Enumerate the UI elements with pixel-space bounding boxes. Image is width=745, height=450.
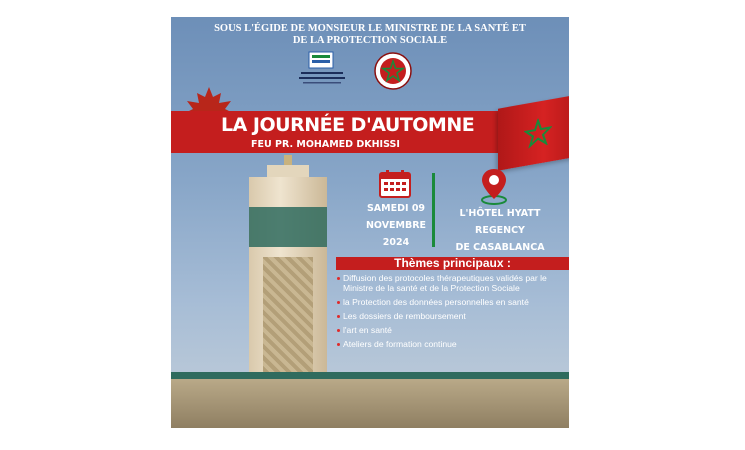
info-divider bbox=[432, 173, 435, 247]
themes-heading: Thèmes principaux : bbox=[394, 256, 511, 270]
calendar-icon bbox=[378, 169, 412, 199]
list-item bbox=[337, 339, 549, 349]
mosque-building bbox=[171, 379, 569, 428]
ministry-logo bbox=[297, 50, 347, 90]
themes-list bbox=[337, 273, 549, 353]
patronage-text: SOUS L'ÉGIDE DE MONSIEUR LE MINISTRE DE LA SANTÉ ET DE LA PROTECTION SOCIALE bbox=[214, 23, 526, 46]
theme-text: Diffusion des protocoles thérapeutiques validés par le Ministre de la santé et de la Protection Sociale bbox=[343, 273, 547, 293]
event-poster bbox=[171, 17, 569, 428]
location-pin-icon bbox=[478, 167, 510, 205]
list-item bbox=[337, 273, 549, 293]
theme-text: la Protection des données personnelles en santé bbox=[343, 297, 529, 307]
list-item bbox=[337, 297, 549, 307]
theme-text: Les dossiers de remboursement bbox=[343, 311, 466, 321]
date-month: NOVEMBRE bbox=[365, 220, 427, 231]
society-logo bbox=[367, 51, 419, 91]
event-subtitle: FEU PR. MOHAMED DKHISSI bbox=[251, 139, 400, 150]
theme-text: Ateliers de formation continue bbox=[343, 339, 457, 349]
event-venue bbox=[439, 205, 561, 256]
list-item bbox=[337, 325, 549, 335]
bullet-icon bbox=[337, 329, 340, 332]
moroccan-flag bbox=[498, 95, 569, 170]
event-date bbox=[351, 200, 441, 251]
venue-line-1: L'HÔTEL HYATT REGENCY bbox=[459, 208, 541, 236]
venue-line-2: DE CASABLANCA bbox=[455, 242, 545, 253]
event-title: LA JOURNÉE D'AUTOMNE bbox=[221, 114, 475, 136]
bullet-icon bbox=[337, 315, 340, 318]
theme-text: l'art en santé bbox=[343, 325, 392, 335]
date-year: 2024 bbox=[382, 237, 410, 248]
date-day: SAMEDI 09 bbox=[366, 203, 426, 214]
bullet-icon bbox=[337, 343, 340, 346]
minaret-tilework bbox=[249, 207, 327, 247]
minaret-pattern bbox=[263, 257, 313, 377]
bullet-icon bbox=[337, 301, 340, 304]
list-item bbox=[337, 311, 549, 321]
flag-star-icon bbox=[524, 116, 552, 149]
bullet-icon bbox=[337, 277, 340, 280]
